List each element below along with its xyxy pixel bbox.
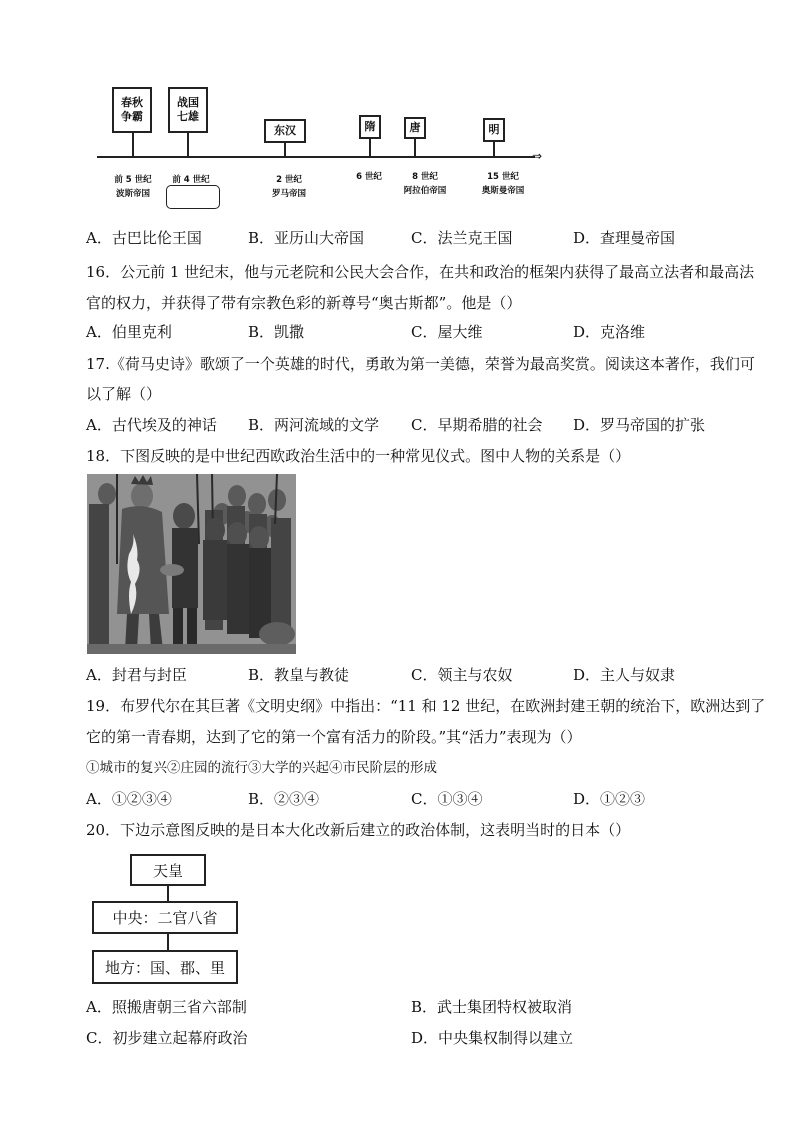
timeline-box-sui: 隋	[359, 115, 381, 139]
q15-option-d[interactable]: D．查理曼帝国	[573, 229, 676, 247]
chart-box-central: 中央：二官八省	[92, 901, 238, 934]
timeline-tick	[187, 133, 189, 157]
timeline-label-empire: 罗马帝国	[271, 189, 306, 199]
timeline-label-century: 15 世纪	[487, 172, 519, 182]
timeline-tick	[414, 139, 416, 157]
q19-items: ①城市的复兴②庄园的流行③大学的兴起④市民阶层的形成	[86, 760, 437, 776]
q19-option-b[interactable]: B．②③④	[248, 790, 320, 808]
timeline-figure	[90, 85, 560, 210]
homage-ceremony-illustration	[87, 474, 296, 654]
taika-hierarchy-chart	[92, 854, 242, 984]
q19-option-a[interactable]: A．①②③④	[86, 790, 172, 808]
q20-option-b[interactable]: B．武士集团特权被取消	[411, 998, 573, 1016]
q16-option-c[interactable]: C．屋大维	[411, 323, 483, 341]
timeline-tick	[369, 139, 371, 157]
q18-option-d[interactable]: D．主人与奴隶	[573, 666, 676, 684]
chart-connector	[167, 886, 169, 901]
timeline-axis	[97, 156, 535, 158]
q20-stem-line1: 20．下边示意图反映的是日本大化改新后建立的政治体制，这表明当时的日本（）	[86, 821, 631, 839]
timeline-box-chunqiu: 春秋 争霸	[112, 87, 152, 133]
timeline-label-century: 8 世纪	[412, 172, 438, 182]
timeline-tick	[132, 133, 134, 157]
q18-stem-line1: 18．下图反映的是中世纪西欧政治生活中的一种常见仪式。图中人物的关系是（）	[86, 447, 631, 465]
timeline-box-ming: 明	[483, 118, 505, 142]
q17-stem-line2: 以了解（）	[86, 385, 162, 403]
timeline-box-zhanguo: 战国 七雄	[168, 87, 208, 133]
q17-stem-line1: 17.《荷马史诗》歌颂了一个英雄的时代，勇敢为第一美德，荣誉为最高奖赏。阅读这本著作，我们可	[86, 355, 755, 373]
timeline-blank-answer-box	[166, 185, 220, 209]
chart-box-local: 地方：国、郡、里	[92, 950, 238, 984]
q16-option-a[interactable]: A．伯里克利	[86, 323, 172, 341]
timeline-label-century: 6 世纪	[356, 172, 382, 182]
q18-option-a[interactable]: A．封君与封臣	[86, 666, 187, 684]
q15-option-c[interactable]: C．法兰克王国	[411, 229, 513, 247]
q19-option-c[interactable]: C．①③④	[411, 790, 483, 808]
q20-option-d[interactable]: D．中央集权制得以建立	[411, 1029, 574, 1047]
q15-option-b[interactable]: B．亚历山大帝国	[248, 229, 365, 247]
timeline-label-empire: 奥斯曼帝国	[481, 186, 525, 196]
q19-stem-line1: 19．布罗代尔在其巨著《文明史纲》中指出：“11 和 12 世纪，在欧洲封建王朝的统治下，欧洲达到了	[86, 697, 766, 715]
q15-option-a[interactable]: A．古巴比伦王国	[86, 229, 202, 247]
q16-stem-line2: 官的权力，并获得了带有宗教色彩的新尊号“奥古斯都”。他是（）	[86, 294, 522, 312]
q16-option-b[interactable]: B．凯撒	[248, 323, 305, 341]
timeline-label-century: 前 4 世纪	[172, 175, 210, 185]
timeline-tick	[493, 142, 495, 157]
q19-option-d[interactable]: D．①②③	[573, 790, 646, 808]
chart-connector	[167, 934, 169, 950]
chart-box-emperor: 天皇	[130, 854, 206, 886]
q19-stem-line2: 它的第一青春期，达到了它的第一个富有活力的阶段。”其“活力”表现为（）	[86, 728, 582, 746]
timeline-box-tang: 唐	[404, 117, 426, 139]
q16-option-d[interactable]: D．克洛维	[573, 323, 646, 341]
q16-stem-line1: 16．公元前 1 世纪末，他与元老院和公民大会合作，在共和政治的框架内获得了最高立法者和最高法	[86, 263, 755, 281]
q17-option-c[interactable]: C．早期希腊的社会	[411, 416, 543, 434]
q20-option-c[interactable]: C．初步建立起幕府政治	[86, 1029, 248, 1047]
q17-option-d[interactable]: D．罗马帝国的扩张	[573, 416, 706, 434]
timeline-label-empire: 波斯帝国	[115, 189, 150, 199]
timeline-label-century: 2 世纪	[276, 175, 302, 185]
q17-option-b[interactable]: B．两河流域的文学	[248, 416, 380, 434]
q17-option-a[interactable]: A．古代埃及的神话	[86, 416, 217, 434]
timeline-box-donghan: 东汉	[264, 119, 306, 143]
q20-option-a[interactable]: A．照搬唐朝三省六部制	[86, 998, 247, 1016]
timeline-label-empire: 阿拉伯帝国	[403, 186, 447, 196]
timeline-tick	[284, 143, 286, 157]
q18-option-b[interactable]: B．教皇与教徒	[248, 666, 350, 684]
q18-option-c[interactable]: C．领主与农奴	[411, 666, 513, 684]
timeline-arrow-icon: ⇒	[532, 149, 543, 163]
timeline-label-century: 前 5 世纪	[114, 175, 152, 185]
